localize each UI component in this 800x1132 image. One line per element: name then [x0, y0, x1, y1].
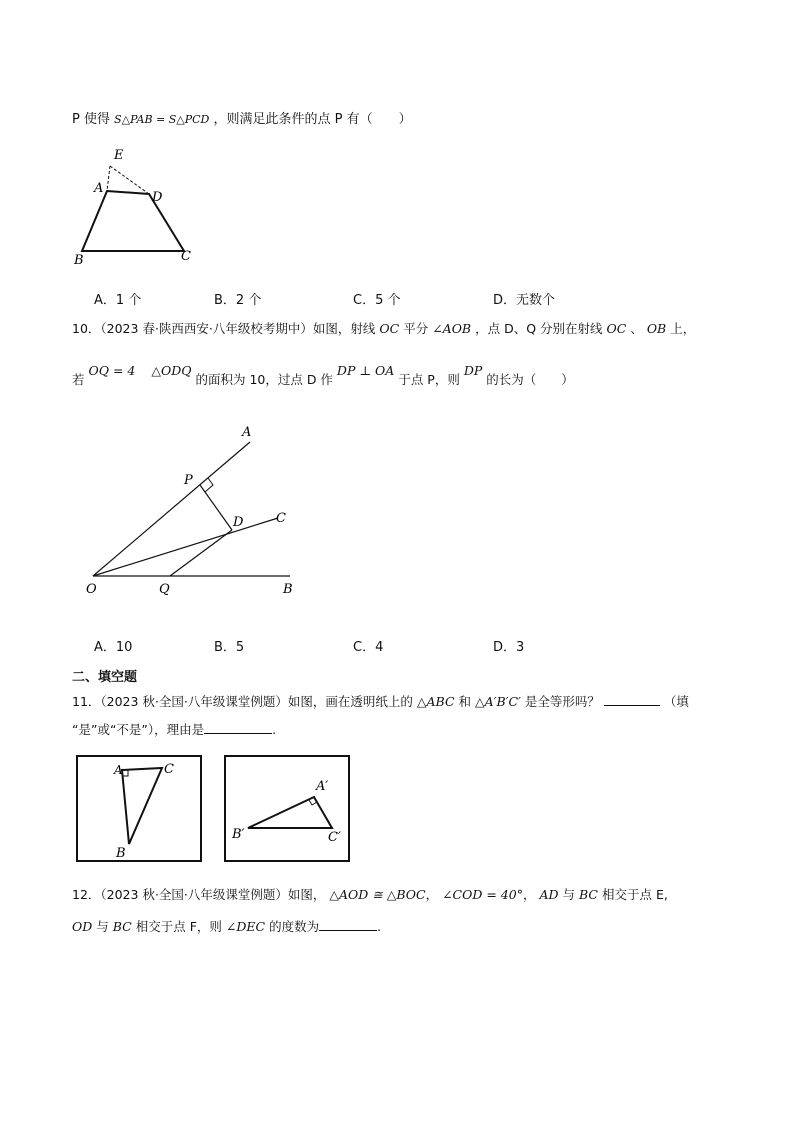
label-c: C — [181, 249, 191, 264]
label-b: B — [74, 253, 84, 267]
triangle-abc-prime — [248, 797, 332, 828]
q10-dp: DP — [463, 363, 483, 378]
q11-figure-1-frame — [76, 755, 202, 862]
label-a-prime: A′ — [316, 779, 329, 794]
q9-option-a[interactable]: A．1 个 — [94, 293, 142, 308]
q10-perp: DP ⊥ OA — [336, 363, 395, 378]
q12-source: （2023 秋·全国·八年级课堂例题） — [100, 887, 288, 902]
q11-tri1: △ABC — [416, 694, 455, 709]
q12-c1: ， — [425, 887, 439, 902]
q12-line1 — [72, 885, 668, 903]
q12-congruence: △AOD ≅ △BOC — [329, 887, 426, 902]
q11-text3: （填 — [663, 694, 689, 709]
q12-dec: ∠DEC — [225, 919, 266, 934]
q12-line2 — [72, 917, 381, 935]
q11-blank-1[interactable] — [604, 693, 660, 706]
ray-oc — [93, 518, 278, 576]
dashed-line-ea — [107, 166, 110, 191]
q9-prefix: P 使得 — [72, 112, 110, 127]
q12-text1: 如图， — [287, 887, 326, 902]
q10-text6: 于点 P，则 — [398, 372, 460, 387]
trapezoid-abcd — [82, 191, 184, 251]
q10-text3: ，点 D、Q 分别在射线 — [475, 321, 603, 336]
q10-oc2: OC — [606, 321, 627, 336]
q12-text3: 相交于点 F，则 — [135, 919, 222, 934]
q10-ruo: 若 — [72, 372, 85, 387]
label-b: B — [116, 846, 126, 860]
q11-he: 和 — [458, 694, 472, 709]
q9-formula: S△PAB = S△PCD — [114, 113, 210, 126]
q12-text4: 的度数为 — [269, 919, 320, 934]
label-a: A — [94, 181, 104, 196]
label-a: A — [114, 763, 123, 777]
q12-angle-cod: ∠COD = 40° — [442, 887, 523, 902]
q9-option-b[interactable]: B．2 个 — [214, 293, 262, 308]
q10-text7: 的长为（ ） — [486, 372, 574, 387]
q9-option-d[interactable]: D．无数个 — [493, 293, 556, 308]
q11-line2 — [72, 720, 276, 738]
q9-line — [72, 108, 412, 127]
label-a: A — [242, 425, 252, 440]
q10-option-d[interactable]: D．3 — [493, 640, 525, 655]
q11-source: （2023 秋·全国·八年级课堂例题） — [100, 694, 288, 709]
q11-triangle-abc — [78, 757, 200, 860]
q10-angle: ∠AOB — [432, 321, 472, 336]
q11-line2a: “是”或“不是”），理由是 — [72, 722, 205, 737]
label-c: C — [276, 511, 286, 526]
segment-qd — [170, 530, 232, 576]
ray-oa — [93, 442, 250, 576]
q12-bc: BC — [579, 887, 598, 902]
q12-ad: AD — [539, 887, 559, 902]
q11-blank-2[interactable] — [204, 721, 272, 734]
q12-od: OD — [72, 919, 93, 934]
label-b-prime: B′ — [232, 827, 245, 842]
q10-option-b[interactable]: B．5 — [214, 640, 245, 655]
label-d: D — [152, 190, 163, 205]
label-o: O — [86, 582, 97, 597]
q10-text2: 平分 — [403, 321, 429, 336]
q12-bc2: BC — [112, 919, 132, 934]
label-e: E — [114, 148, 124, 163]
label-c-prime: C′ — [328, 830, 341, 845]
q11-text2: 是全等形吗？ — [524, 694, 600, 709]
q10-triangle: △ODQ — [151, 363, 192, 378]
q12-yu: 与 — [562, 887, 576, 902]
q10-text1: 如图，射线 — [312, 321, 376, 336]
section-title: 二、填空题 — [72, 670, 138, 685]
triangle-abc — [122, 768, 162, 844]
q11-line1 — [72, 692, 689, 710]
q12-text2: 相交于点 E, — [601, 887, 668, 902]
q10-oc: OC — [379, 321, 400, 336]
q10-option-c[interactable]: C．4 — [353, 640, 384, 655]
q10-line2 — [72, 363, 574, 388]
q10-angle-figure — [80, 418, 320, 603]
q12-text5: . — [377, 919, 382, 934]
q11-tri2: △A′B′C′ — [475, 694, 521, 709]
q11-number: 11． — [72, 694, 101, 709]
q11-figure-2-frame — [224, 755, 350, 862]
label-d: D — [233, 515, 244, 530]
label-c: C — [164, 762, 174, 777]
q12-c2: ， — [522, 887, 536, 902]
q10-source: （2023 春·陕西西安·八年级校考期中） — [100, 321, 313, 336]
q10-line1 — [72, 319, 695, 337]
q10-oq: OQ = 4 — [88, 363, 136, 378]
q10-number: 10． — [72, 321, 101, 336]
q11-line2b: . — [272, 722, 277, 737]
q11-text1: 如图，画在透明纸上的 — [287, 694, 413, 709]
q9-option-c[interactable]: C．5 个 — [353, 293, 401, 308]
q10-sep: 、 — [630, 321, 643, 336]
q10-text5: 的面积为 10，过点 D 作 — [195, 372, 333, 387]
label-q: Q — [159, 582, 170, 597]
label-p: P — [184, 473, 193, 488]
q12-yu2: 与 — [96, 919, 109, 934]
q9-trapezoid-figure — [70, 142, 200, 267]
label-b: B — [283, 582, 293, 597]
q12-number: 12． — [72, 887, 101, 902]
q9-suffix: ，则满足此条件的点 P 有（ ） — [213, 112, 412, 127]
dashed-line-ed — [110, 166, 149, 194]
q11-triangle-abc-prime — [226, 757, 348, 860]
q10-text4: 上， — [670, 321, 696, 336]
q10-ob: OB — [646, 321, 667, 336]
q10-option-a[interactable]: A．10 — [94, 640, 133, 655]
q12-blank[interactable] — [319, 918, 377, 931]
